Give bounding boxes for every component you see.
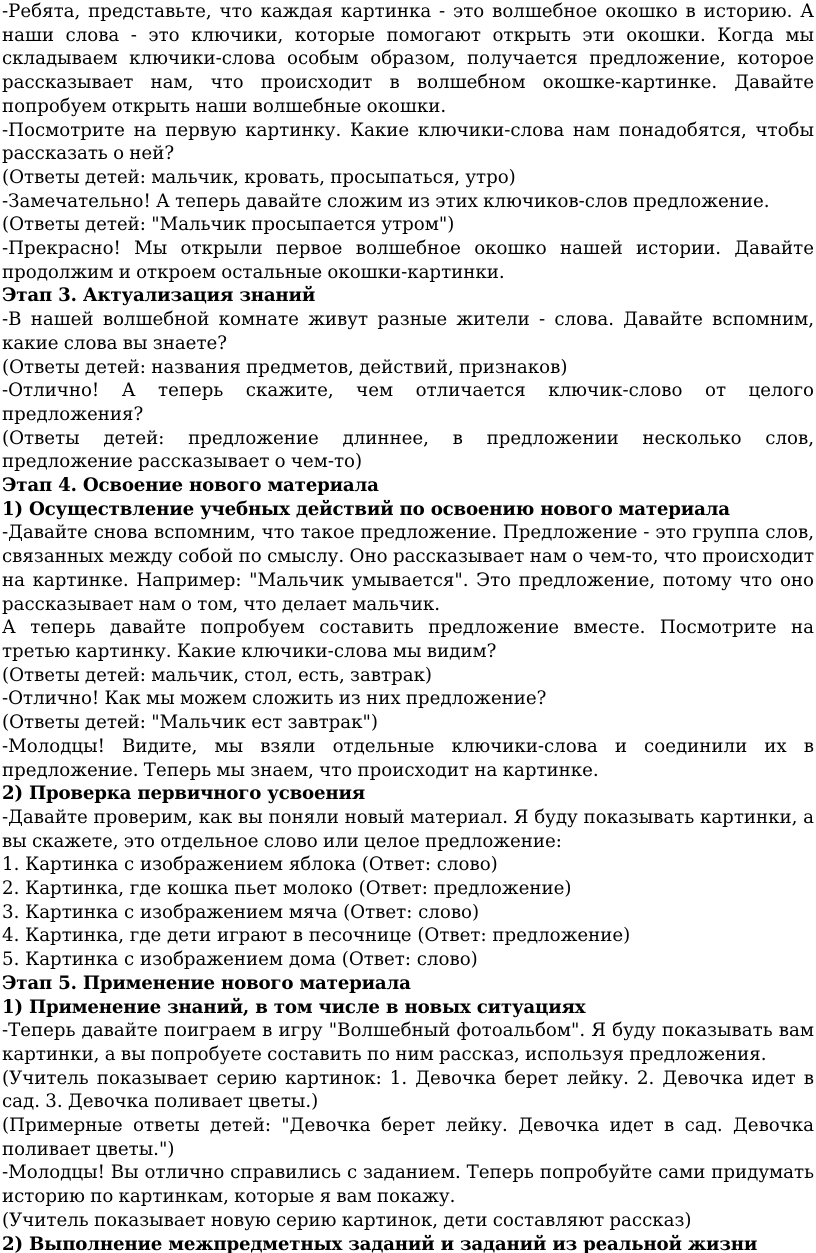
list-item: 3. Картинка с изображением мяча (Ответ: слово) xyxy=(2,901,480,923)
list-item: 4. Картинка, где дети играют в песочнице (Ответ: предложение) xyxy=(2,925,631,947)
list-item: 2. Картинка, где кошка пьет молоко (Ответ: предложение) xyxy=(2,878,572,900)
heading-stage-5: Этап 5. Применение нового материала xyxy=(2,972,411,994)
paragraph-answers-4: (Ответы детей: предложение длиннее, в предложении несколько слов, предложение рассказывает о чем-то) xyxy=(2,427,814,473)
paragraph-words-residents: -В нашей волшебной комнате живут разные жители - слова. Давайте вспомним, какие слова вы знаете? xyxy=(2,309,814,354)
paragraph-third-picture: А теперь давайте попробуем составить предложение вместе. Посмотрите на третью картинку. Какие ключики-слова мы видим? xyxy=(2,617,814,662)
paragraph-first-picture: -Посмотрите на первую картинку. Какие ключики-слова нам понадобятся, чтобы рассказать о ней? xyxy=(2,119,814,165)
heading-stage-4-1: 1) Осуществление учебных действий по освоению нового материала xyxy=(2,498,730,520)
paragraph-new-series: (Учитель показывает новую серию картинок, дети составляют рассказ) xyxy=(2,1209,692,1231)
paragraph-intro: -Ребята, представьте, что каждая картинка - это волшебное окошко в историю. А наши слова - это ключики, которые помогают открыть эти окошки. Когда мы складываем ключики-слова особым образом, получается предложение, которое рассказывает нам, что происходит в волшебном окошке-картинке. Давайте попробуем открыть наши волшебные окошки. xyxy=(2,1,814,117)
paragraph-photo-album-game: -Теперь давайте поиграем в игру "Волшебный фотоальбом". Я буду показывать вам картинки, а вы попробуете составить по ним рассказ, используя предложения. xyxy=(2,1020,814,1065)
heading-stage-5-1: 1) Применение знаний, в том числе в новых ситуациях xyxy=(2,996,586,1018)
paragraph-continue: -Прекрасно! Мы открыли первое волшебное окошко нашей истории. Давайте продолжим и откроем остальные окошки-картинки. xyxy=(2,238,814,283)
paragraph-answers-2: (Ответы детей: "Мальчик просыпается утром") xyxy=(2,214,455,236)
paragraph-well-done: -Молодцы! Видите, мы взяли отдельные ключики-слова и соединили их в предложение. Теперь мы знаем, что происходит на картинке. xyxy=(2,735,814,781)
paragraph-answers-6: (Ответы детей: "Мальчик ест завтрак") xyxy=(2,712,378,734)
paragraph-invent-story: -Молодцы! Вы отлично справились с заданием. Теперь попробуйте сами придумать историю по картинкам, которые я вам покажу. xyxy=(2,1162,814,1208)
paragraph-compose: -Замечательно! А теперь давайте сложим из этих ключиков-слов предложение. xyxy=(2,190,770,212)
list-item: 1. Картинка с изображением яблока (Ответ: слово) xyxy=(2,854,498,876)
paragraph-answers-5: (Ответы детей: мальчик, стол, есть, завтрак) xyxy=(2,664,433,686)
paragraph-answers-3: (Ответы детей: названия предметов, действий, признаков) xyxy=(2,356,568,378)
paragraph-sample-answers: (Примерные ответы детей: "Девочка берет лейку. Девочка идет в сад. Девочка поливает цветы.") xyxy=(2,1115,814,1160)
heading-stage-4: Этап 4. Освоение нового материала xyxy=(2,475,379,497)
paragraph-difference: -Отлично! А теперь скажите, чем отличается ключик-слово от целого предложения? xyxy=(2,380,814,425)
heading-stage-4-2: 2) Проверка первичного усвоения xyxy=(2,783,365,805)
list-item: 5. Картинка с изображением дома (Ответ: слово) xyxy=(2,949,478,971)
paragraph-answers-1: (Ответы детей: мальчик, кровать, просыпаться, утро) xyxy=(2,166,516,188)
heading-stage-3: Этап 3. Актуализация знаний xyxy=(2,285,316,307)
paragraph-check: -Давайте проверим, как вы поняли новый материал. Я буду показывать картинки, а вы скажете, это отдельное слово или целое предложение: xyxy=(2,806,814,852)
paragraph-definition: -Давайте снова вспомним, что такое предложение. Предложение - это группа слов, связанных между собой по смыслу. Оно рассказывает нам о чем-то, что происходит на картинке. Например: "Мальчик умывается". Это предложение, потому что оно рассказывает нам о том, что делает мальчик. xyxy=(2,522,814,615)
paragraph-how-compose: -Отлично! Как мы можем сложить из них предложение? xyxy=(2,688,547,710)
paragraph-teacher-shows: (Учитель показывает серию картинок: 1. Девочка берет лейку. 2. Девочка идет в сад. 3. Девочка поливает цветы.) xyxy=(2,1067,814,1113)
heading-stage-5-2: 2) Выполнение межпредметных заданий и заданий из реальной жизни xyxy=(2,1233,758,1253)
